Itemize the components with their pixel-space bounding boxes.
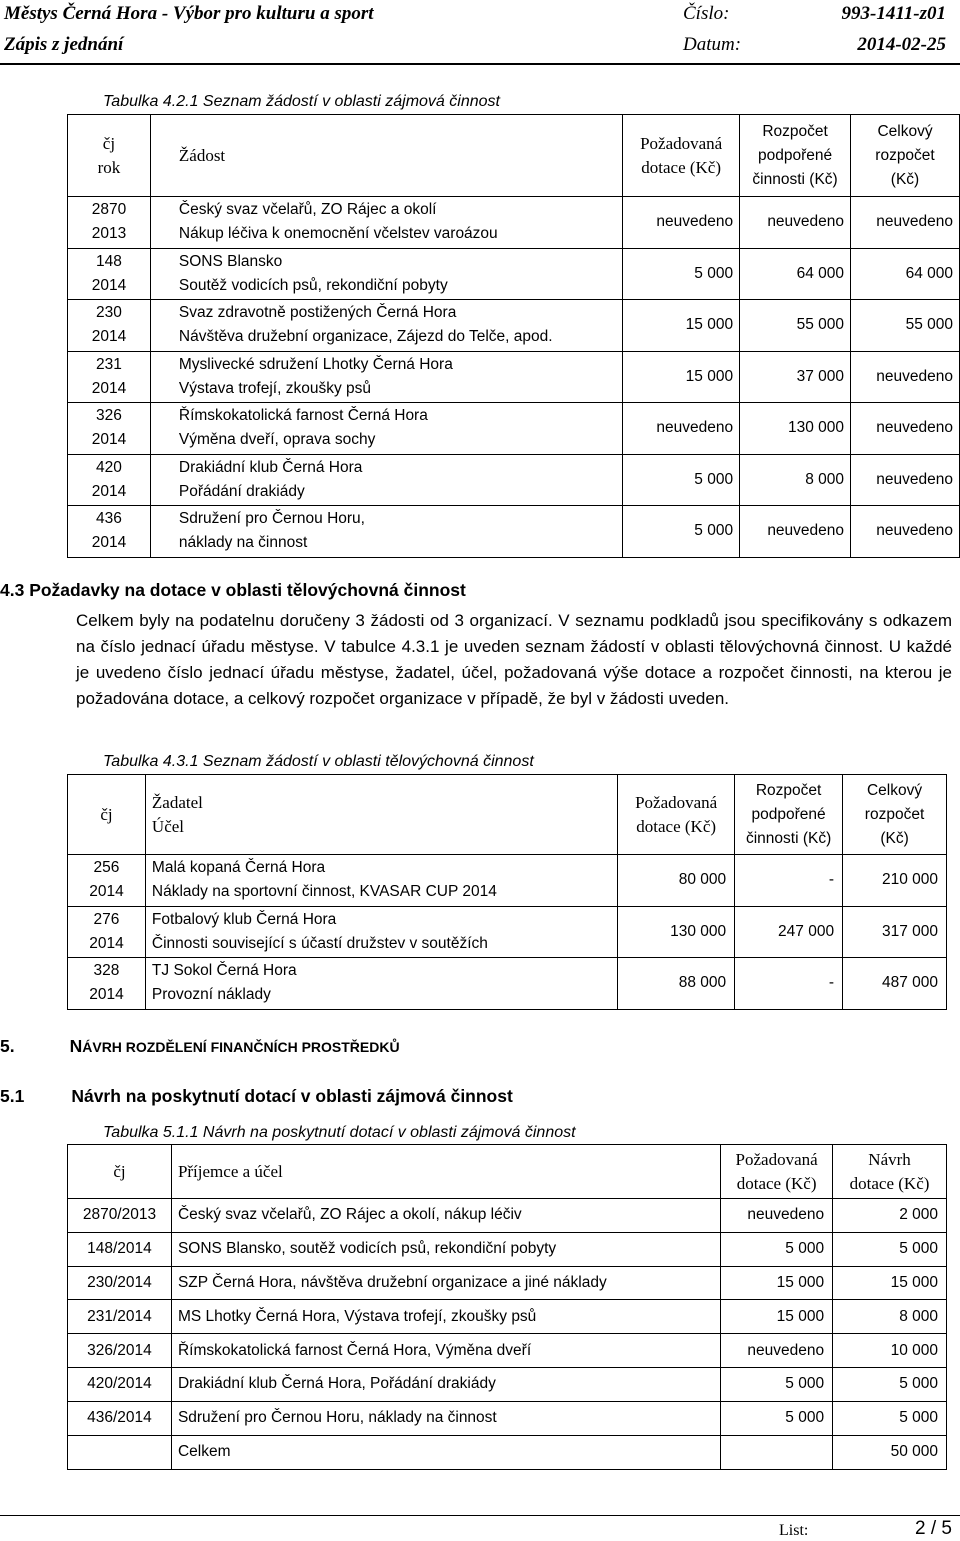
table3-row — [68, 1367, 947, 1401]
header-cislo-value: 993-1411-z01 — [841, 3, 946, 24]
t3-text: Český svaz včelařů, ZO Rájec a okolí, nákup léčiv — [177, 1206, 522, 1224]
table1-row — [68, 351, 960, 403]
table3-row — [68, 1199, 947, 1233]
t2-rozp: 247 000 — [778, 922, 835, 940]
t1-celk: neuvedeno — [876, 522, 953, 540]
t1-h-dot: dotace (Kč) — [641, 157, 722, 177]
table3-row — [68, 1266, 947, 1300]
t1-poz: 15 000 — [685, 367, 734, 385]
t1-org: Svaz zdravotně postižených Černá Hora — [178, 304, 457, 322]
t1-rozp: 130 000 — [788, 419, 845, 437]
t3-total-value: 50 000 — [833, 1435, 947, 1469]
t2-h-rozp2: rozpočet — [864, 805, 925, 823]
t2-h-poz: Požadovaná — [635, 792, 718, 812]
t3-navrh: 8 000 — [899, 1307, 938, 1325]
table1 — [67, 114, 960, 558]
t2-rok: 2014 — [89, 883, 124, 901]
t1-ucel: Výstava trofejí, zkoušky psů — [178, 379, 371, 397]
t1-h-poz: Požadovaná — [640, 133, 723, 153]
t1-ucel: Výměna dveří, oprava sochy — [178, 431, 376, 449]
t1-celk: neuvedeno — [876, 419, 953, 437]
t1-poz: 5 000 — [694, 264, 734, 282]
t2-org: TJ Sokol Černá Hora — [151, 962, 297, 980]
t1-h-rozp2: rozpočet — [875, 146, 935, 164]
t1-rok: 2013 — [91, 225, 127, 243]
t1-org: Římskokatolická farnost Černá Hora — [178, 407, 428, 425]
t2-poz: 80 000 — [678, 871, 727, 889]
t2-rok: 2014 — [89, 986, 124, 1004]
t2-rozp: - — [828, 871, 835, 889]
t1-ucel: Soutěž vodicích psů, rekondiční pobyty — [178, 276, 448, 294]
t2-h-podp: podpořené — [751, 805, 826, 823]
t1-celk: neuvedeno — [876, 367, 953, 385]
header-doc: Zápis z jednání — [4, 34, 124, 55]
t1-cj: 148 — [96, 252, 122, 270]
t1-org: Sdružení pro Černou Horu, — [178, 510, 365, 528]
t2-rok: 2014 — [89, 934, 124, 952]
t2-h-dot: dotace (Kč) — [636, 816, 717, 836]
t3-h-prijemce: Příjemce a účel — [171, 1145, 720, 1199]
t2-cj: 276 — [93, 910, 120, 928]
t3-text: SONS Blansko, soutěž vodicích psů, rekondiční pobyty — [177, 1240, 557, 1258]
t1-h-cj: čj — [102, 133, 116, 153]
t3-poz: neuvedeno — [747, 1341, 825, 1359]
table1-header-row — [68, 115, 960, 197]
t3-cj: 420/2014 — [87, 1375, 152, 1393]
section-5-title-rest: ÁVRH ROZDĚLENÍ FINANČNÍCH PROSTŘEDKŮ — [82, 1039, 400, 1055]
t2-h-kc: (Kč) — [880, 829, 909, 847]
t3-navrh: 5 000 — [899, 1409, 938, 1427]
t1-celk: 64 000 — [905, 264, 953, 282]
t3-cj: 2870/2013 — [82, 1206, 157, 1224]
t2-h-rozp: Rozpočet — [755, 781, 822, 799]
t3-navrh: 10 000 — [890, 1341, 938, 1359]
t2-h-cin: činnosti (Kč) — [745, 829, 832, 847]
t2-poz: 130 000 — [670, 922, 727, 940]
t3-cj: 148/2014 — [87, 1240, 152, 1258]
t1-ucel: náklady na činnost — [178, 534, 308, 552]
t1-rozp: neuvedeno — [767, 522, 845, 540]
table3 — [67, 1144, 947, 1470]
t2-h-ucel: Účel — [151, 816, 185, 836]
t1-rozp: 55 000 — [796, 316, 845, 334]
t2-org: Malá kopaná Černá Hora — [151, 859, 326, 877]
t3-cj: 231/2014 — [87, 1307, 152, 1325]
t1-org: SONS Blansko — [178, 252, 283, 270]
t3-navrh: 5 000 — [899, 1375, 938, 1393]
t1-poz: 15 000 — [685, 316, 734, 334]
t3-navrh: 5 000 — [899, 1240, 938, 1258]
t1-poz: 5 000 — [694, 522, 734, 540]
t1-rozp: 37 000 — [796, 367, 845, 385]
section-5-heading — [0, 1036, 400, 1057]
t1-celk: neuvedeno — [876, 470, 953, 488]
t1-rozp: 64 000 — [796, 264, 845, 282]
t2-ucel: Činnosti související s účastí družstev v soutěžích — [151, 934, 488, 952]
table1-row — [68, 300, 960, 352]
header-datum-label: Datum: — [683, 34, 742, 55]
t1-rok: 2014 — [91, 379, 127, 397]
t1-org: Český svaz včelařů, ZO Rájec a okolí — [178, 201, 437, 219]
t3-h-dot: dotace (Kč) — [736, 1173, 817, 1193]
t1-h-kc: (Kč) — [890, 170, 920, 188]
t3-h-navrh: Návrh — [868, 1149, 911, 1169]
t3-poz: 15 000 — [776, 1273, 825, 1291]
table1-row — [68, 454, 960, 506]
section-5-1-heading — [0, 1086, 513, 1107]
t1-ucel: Návštěva družební organizace, Zájezd do Telče, apod. — [178, 328, 553, 346]
table2-caption: Tabulka 4.3.1 Seznam žádostí v oblasti tělovýchovná činnost — [103, 753, 534, 770]
t1-h-podp: podpořené — [758, 146, 833, 164]
t2-org: Fotbalový klub Černá Hora — [151, 910, 337, 928]
table3-row — [68, 1232, 947, 1266]
t2-h-cj: čj — [68, 775, 146, 855]
t1-rok: 2014 — [91, 534, 127, 552]
t1-h-rok: rok — [97, 157, 121, 177]
t3-poz: 5 000 — [785, 1240, 825, 1258]
table2-row — [68, 958, 947, 1010]
table2-row — [68, 855, 947, 907]
header-org: Městys Černá Hora - Výbor pro kulturu a sport — [4, 3, 374, 24]
section-5-1-num: 5.1 — [0, 1086, 25, 1106]
t2-celk: 317 000 — [881, 922, 938, 940]
table3-row — [68, 1300, 947, 1334]
t2-h-celk: Celkový — [866, 781, 923, 799]
table3-total-row — [68, 1435, 947, 1469]
header-cislo-label: Číslo: — [683, 3, 730, 24]
t3-h-poz: Požadovaná — [735, 1149, 818, 1169]
table3-caption: Tabulka 5.1.1 Návrh na poskytnutí dotací v oblasti zájmová činnost — [103, 1124, 576, 1141]
section-4-3-heading: 4.3 Požadavky na dotace v oblasti tělovýchovná činnost — [0, 580, 466, 600]
t3-cj: 326/2014 — [87, 1341, 152, 1359]
t3-poz: neuvedeno — [747, 1206, 825, 1224]
t3-h-dot2: dotace (Kč) — [849, 1173, 930, 1193]
table1-caption: Tabulka 4.2.1 Seznam žádostí v oblasti zájmová činnost — [103, 93, 500, 110]
t1-rok: 2014 — [91, 328, 127, 346]
section-5-title-first: N — [69, 1036, 83, 1056]
t1-celk: 55 000 — [905, 316, 953, 334]
t2-ucel: Náklady na sportovní činnost, KVASAR CUP 2014 — [151, 883, 497, 901]
t3-poz: 5 000 — [785, 1409, 825, 1427]
t3-text: Římskokatolická farnost Černá Hora, Výměna dveří — [177, 1341, 532, 1359]
table1-row — [68, 197, 960, 249]
t1-poz: neuvedeno — [656, 419, 734, 437]
table2 — [67, 774, 947, 1010]
table2-row — [68, 906, 947, 958]
t2-h-zad: Žadatel — [151, 792, 203, 812]
t2-celk: 487 000 — [881, 974, 938, 992]
t3-cj: 230/2014 — [87, 1273, 152, 1291]
t1-celk: neuvedeno — [876, 213, 953, 231]
header-datum-value: 2014-02-25 — [857, 34, 946, 55]
t3-h-cj: čj — [68, 1145, 172, 1199]
t1-rok: 2014 — [91, 276, 127, 294]
t1-cj: 326 — [96, 407, 122, 425]
t1-h-celk: Celkový — [877, 122, 933, 140]
t1-cj: 2870 — [91, 201, 127, 219]
header-rule — [0, 63, 960, 65]
t1-poz: 5 000 — [694, 470, 734, 488]
t3-poz: 5 000 — [785, 1375, 825, 1393]
table2-header-row — [68, 775, 947, 855]
t1-cj: 420 — [96, 458, 122, 476]
footer-list-label: List: — [779, 1522, 809, 1539]
table1-row — [68, 248, 960, 300]
t3-text: Drakiádní klub Černá Hora, Pořádání drakiády — [177, 1375, 496, 1393]
section-5-1-title: Návrh na poskytnutí dotací v oblasti zájmová činnost — [71, 1086, 513, 1106]
t2-ucel: Provozní náklady — [151, 986, 271, 1004]
t2-celk: 210 000 — [881, 871, 938, 889]
t1-ucel: Pořádání drakiády — [178, 482, 305, 500]
t3-text: MS Lhotky Černá Hora, Výstava trofejí, zkoušky psů — [177, 1307, 537, 1325]
table3-row — [68, 1401, 947, 1435]
t1-rok: 2014 — [91, 431, 127, 449]
t3-text: SZP Černá Hora, návštěva družební organizace a jiné náklady — [177, 1273, 607, 1291]
t1-org: Myslivecké sdružení Lhotky Černá Hora — [178, 355, 453, 373]
section-5-num: 5. — [0, 1036, 15, 1056]
t2-cj: 256 — [93, 859, 120, 877]
t1-h-zadost: Žádost — [150, 115, 622, 197]
t3-text: Sdružení pro Černou Horu, náklady na činnost — [177, 1409, 497, 1427]
t1-cj: 436 — [96, 510, 122, 528]
table3-header-row — [68, 1145, 947, 1199]
t1-rozp: 8 000 — [805, 470, 845, 488]
t1-cj: 231 — [96, 355, 122, 373]
t1-h-rozp: Rozpočet — [762, 122, 828, 140]
t1-h-cin: činnosti (Kč) — [752, 170, 838, 188]
t3-cj: 436/2014 — [87, 1409, 152, 1427]
table3-row — [68, 1334, 947, 1368]
t3-navrh: 2 000 — [899, 1206, 938, 1224]
t2-rozp: - — [828, 974, 835, 992]
t3-poz: 15 000 — [776, 1307, 825, 1325]
table1-row — [68, 506, 960, 558]
t3-navrh: 15 000 — [890, 1273, 938, 1291]
t2-cj: 328 — [93, 962, 120, 980]
t2-poz: 88 000 — [678, 974, 727, 992]
t1-rozp: neuvedeno — [767, 213, 845, 231]
t3-total-label: Celkem — [171, 1435, 720, 1469]
t1-org: Drakiádní klub Černá Hora — [178, 458, 363, 476]
t1-rok: 2014 — [91, 482, 127, 500]
footer-rule — [0, 1515, 960, 1516]
footer-page: 2 / 5 — [915, 1518, 952, 1539]
t1-ucel: Nákup léčiva k onemocnění včelstev varoázou — [178, 225, 498, 243]
t1-poz: neuvedeno — [656, 213, 734, 231]
t1-cj: 230 — [96, 304, 122, 322]
section-4-3-paragraph: Celkem byly na podatelnu doručeny 3 žádosti od 3 organizací. V seznamu podkladů jsou specifikovány s odkazem na číslo jednací úřadu městyse. V tabulce 4.3.1 je uveden seznam žádostí v oblasti tělovýchovná činnost. U každé je uvedeno číslo jednací úřadu městyse, žadatel, účel, požadovaná výše dotace a rozpočet činnosti, na kterou je požadována dotace, a celkový rozpočet organizace v případě, že byl v žádosti uveden. — [76, 611, 952, 708]
table1-row — [68, 403, 960, 455]
